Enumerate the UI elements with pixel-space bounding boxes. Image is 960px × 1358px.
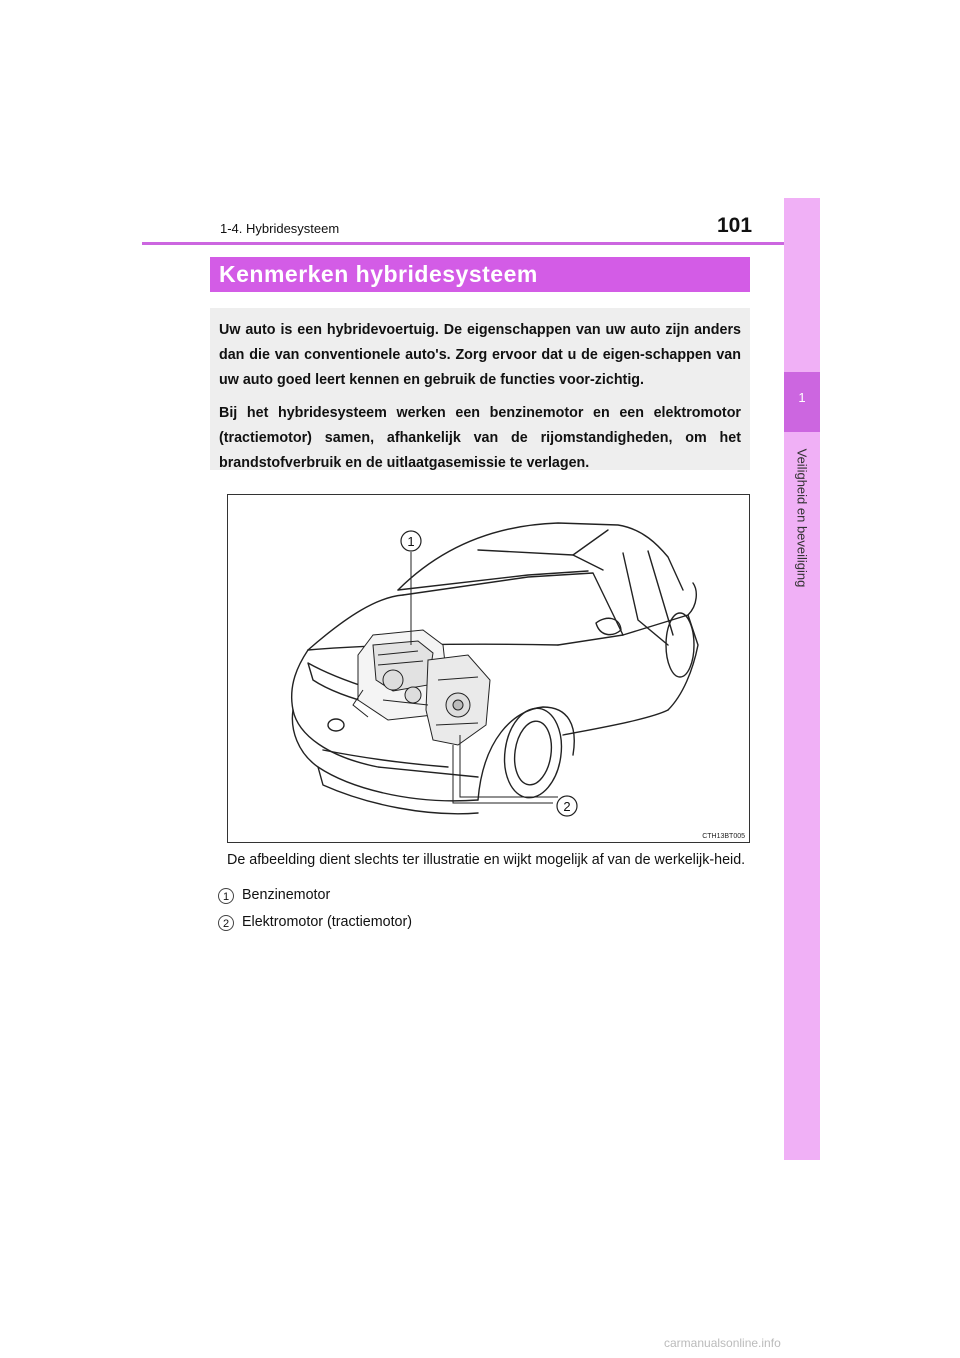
leader-line-2 (453, 745, 553, 803)
callout-1 (401, 531, 421, 551)
legend-text-2: Elektromotor (tractiemotor) (242, 914, 413, 930)
chapter-tab-strip (784, 198, 820, 1160)
page-heading: Kenmerken hybridesysteem (210, 257, 750, 292)
legend-number-2: 2 (218, 915, 234, 931)
car-mirror (596, 618, 621, 634)
front-wheel (499, 705, 567, 802)
intro-box (210, 308, 750, 470)
car-illustration (227, 494, 750, 843)
car-windshield (403, 573, 623, 635)
legend-number-1: 1 (218, 888, 234, 904)
section-title: 1-4. Hybridesysteem (220, 221, 340, 236)
intro-paragraph-1: Uw auto is een hybridevoertuig. De eigenschappen van uw auto zijn anders dan die van conventionele auto's. Zorg ervoor dat u de eigen-schappen van uw auto goed leert kennen en gebruik de functies voor-zichtig. (219, 322, 741, 388)
intro-paragraph-2: Bij het hybridesysteem werken een benzinemotor en een elektromotor (tractiemotor) samen, afhankelijk van de rijomstandigheden, om het brandstofverbruik en de uitlaatgasemissie te verlagen. (219, 405, 741, 471)
watermark: carmanualsonline.info (664, 1336, 781, 1350)
chapter-number: 1 (798, 390, 806, 405)
car-drawing (228, 495, 749, 842)
figure-caption: De afbeelding dient slechts ter illustratie en wijkt mogelijk af van de werkelijk-heid. (227, 852, 746, 868)
front-wheel-arch (478, 707, 574, 800)
callout-2-label: 2 (563, 799, 571, 814)
callout-1-label: 1 (407, 534, 415, 549)
car-roofline (398, 523, 683, 590)
chapter-label: Veiligheid en beveiliging (794, 448, 810, 588)
figure-code: CTH13BT005 (702, 833, 745, 840)
callout-2 (557, 796, 577, 816)
page-number: 101 (717, 214, 753, 237)
rear-wheel (666, 613, 694, 677)
car-emblem (328, 719, 344, 731)
header-rule (142, 242, 818, 245)
engine-assembly (353, 630, 490, 745)
legend-text-1: Benzinemotor (242, 887, 331, 903)
